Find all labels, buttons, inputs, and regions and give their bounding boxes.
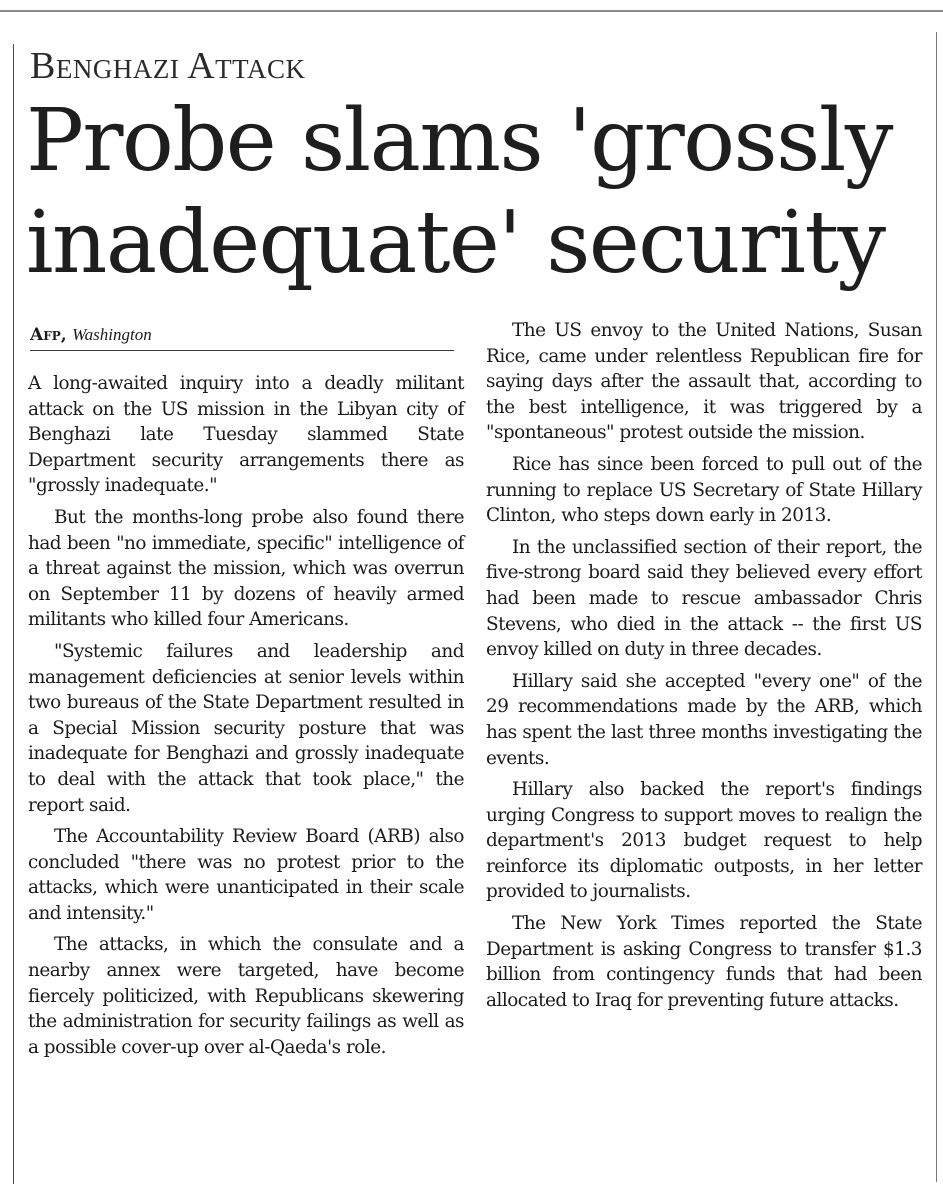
paragraph-5: The attacks, in which the consulate and a nearby annex were targeted, have become fiercely politicized, with Republicans skewering the administration for security failings as well as a possible cover-up over al-Qaeda's role. (28, 934, 464, 1058)
headline (26, 90, 931, 294)
paragraph-11: The New York Times reported the State Department is asking Congress to transfer $1.3 billion from contingency funds that had been allocated to Iraq for preventing future attacks. (486, 913, 922, 1011)
left-column-rule (13, 44, 14, 1184)
paragraph-10: Hillary also backed the report's findings urging Congress to support moves to realign the department's 2013 budget request to help reinforce its diplomatic outposts, in her letter provided to journalists. (486, 779, 922, 903)
paragraph-2: But the months-long probe also found there had been "no immediate, specific" intelligence of a threat against the mission, which was overrun on September 11 by dozens of heavily armed militants who killed four Americans. (28, 506, 464, 631)
article-column-right (486, 318, 922, 1019)
headline-line-2: inadequate' security (26, 193, 885, 293)
section-kicker: Benghazi Attack (30, 45, 306, 87)
top-border-rule (0, 10, 943, 12)
article-column-left (28, 371, 464, 1066)
paragraph-1: A long-awaited inquiry into a deadly militant attack on the US mission in the Libyan city of Benghazi late Tuesday slammed State Department security arrangements there as "grossly inadequate." (28, 373, 464, 497)
paragraph-9: Hillary said she accepted "every one" of the 29 recommendations made by the ARB, which has spent the last three months investigating the events. (486, 670, 922, 769)
byline (30, 324, 454, 351)
headline-line-1: Probe slams 'grossly (26, 91, 892, 191)
byline-agency: Afp, (30, 325, 67, 345)
paragraph-4: The Accountability Review Board (ARB) also concluded "there was no protest prior to the attacks, which were unanticipated in their scale and intensity." (28, 826, 464, 924)
right-column-rule (936, 32, 937, 1182)
paragraph-3: "Systemic failures and leadership and management deficiencies at senior levels within two bureaus of the State Department resulted in a Special Mission security posture that was inadequate for Benghazi and grossly inadequate to deal with the attack that took place," the report said. (28, 640, 464, 816)
paragraph-7: Rice has since been forced to pull out of the running to replace US Secretary of State Hillary Clinton, who steps down early in 2013. (486, 453, 922, 527)
byline-dateline: Washington (72, 325, 152, 344)
paragraph-8: In the unclassified section of their report, the five-strong board said they believed every effort had been made to rescue ambassador Chris Stevens, who died in the attack -- the first US envoy killed on duty in three decades. (486, 536, 922, 661)
paragraph-6: The US envoy to the United Nations, Susan Rice, came under relentless Republican fire for saying days after the assault that, according to the best intelligence, it was triggered by a "spontaneous" protest outside the mission. (486, 320, 922, 444)
